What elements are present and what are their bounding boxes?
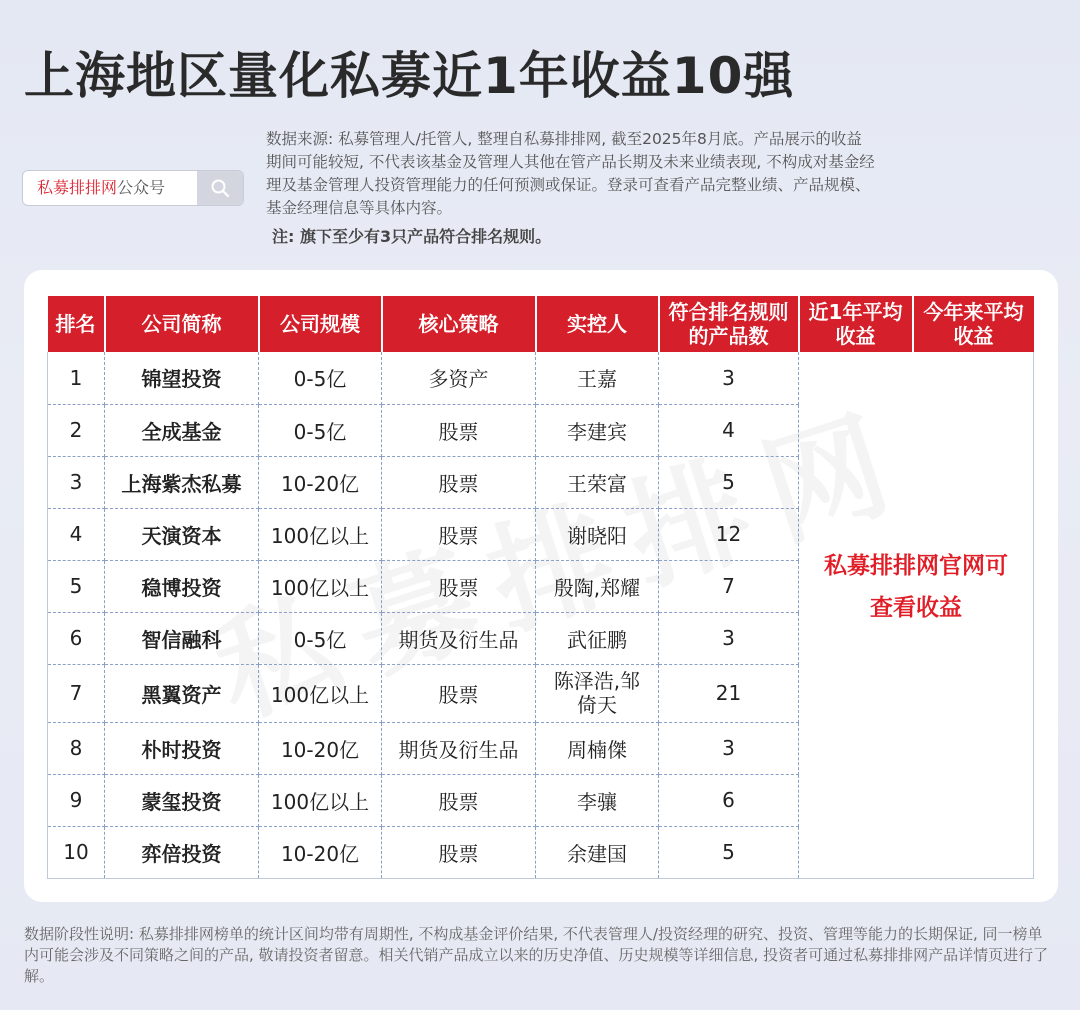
cell-rank: 8 <box>48 722 105 774</box>
cell-company: 朴时投资 <box>105 722 259 774</box>
cell-rank: 5 <box>48 560 105 612</box>
cell-strategy: 股票 <box>382 404 536 456</box>
cell-company: 上海紫杰私募 <box>105 456 259 508</box>
cell-company: 全成基金 <box>105 404 259 456</box>
header-1y-return: 近1年平均收益 <box>799 296 913 352</box>
search-button[interactable] <box>197 171 243 205</box>
cell-controller: 李建宾 <box>536 404 659 456</box>
footer-disclaimer: 数据阶段性说明: 私募排排网榜单的统计区间均带有周期性, 不构成基金评价结果, 不代表管理人/投资经理的研究、投资、管理等能力的长期保证, 同一榜单内可能会涉及不同策略之间的产品, 敬请投资者留意。相关代销产品成立以来的历史净值、历史规模等详细信息, 投资者可通过私募排排网产品详情页进行了解。 <box>24 925 1049 985</box>
cell-strategy: 股票 <box>382 826 536 878</box>
header-scale: 公司规模 <box>259 296 382 352</box>
cell-strategy: 股票 <box>382 664 536 722</box>
cell-product-count: 7 <box>659 560 799 612</box>
cell-product-count: 3 <box>659 352 799 404</box>
header-company: 公司简称 <box>105 296 259 352</box>
cell-rank: 2 <box>48 404 105 456</box>
header-strategy: 核心策略 <box>382 296 536 352</box>
cell-rank: 1 <box>48 352 105 404</box>
cell-scale: 0-5亿 <box>259 352 382 404</box>
cell-product-count: 3 <box>659 612 799 664</box>
source-note: 数据来源: 私募管理人/托管人, 整理自私募排排网, 截至2025年8月底。产品展示的收益期间可能较短, 不代表该基金及管理人其他在管产品长期及未来业绩表现, 不构成对基金经理及基金管理人投资管理能力的任何预测或保证。登录可查看产品完整业绩、产品规模、基金经理信息等具体内容。 <box>266 130 875 217</box>
cell-company: 智信融科 <box>105 612 259 664</box>
cell-scale: 10-20亿 <box>259 722 382 774</box>
cell-controller: 武征鹏 <box>536 612 659 664</box>
cell-scale: 10-20亿 <box>259 826 382 878</box>
cell-product-count: 4 <box>659 404 799 456</box>
cell-controller: 余建国 <box>536 826 659 878</box>
cell-rank: 10 <box>48 826 105 878</box>
search-suffix: 公众号 <box>117 178 166 197</box>
header-controller: 实控人 <box>536 296 659 352</box>
cell-scale: 10-20亿 <box>259 456 382 508</box>
search-box[interactable] <box>22 170 244 206</box>
ranking-table <box>47 296 1034 879</box>
returns-merged-note: 私募排排网官网可查看收益 <box>799 352 1034 878</box>
table-header-row <box>48 296 1034 352</box>
cell-scale: 100亿以上 <box>259 774 382 826</box>
page-title: 上海地区量化私募近1年收益10强 <box>24 47 795 105</box>
cell-controller: 王荣富 <box>536 456 659 508</box>
cell-strategy: 股票 <box>382 456 536 508</box>
rule-note: 注: 旗下至少有3只产品符合排名规则。 <box>272 227 552 246</box>
cell-company: 天演资本 <box>105 508 259 560</box>
search-brand: 私募排排网 <box>37 178 118 197</box>
cell-strategy: 期货及衍生品 <box>382 612 536 664</box>
cell-product-count: 6 <box>659 774 799 826</box>
cell-rank: 6 <box>48 612 105 664</box>
cell-product-count: 5 <box>659 456 799 508</box>
cell-controller: 陈泽浩,邹倚天 <box>536 664 659 722</box>
cell-rank: 4 <box>48 508 105 560</box>
cell-company: 稳博投资 <box>105 560 259 612</box>
cell-scale: 0-5亿 <box>259 612 382 664</box>
cell-rank: 9 <box>48 774 105 826</box>
table-row <box>48 352 1034 404</box>
cell-rank: 3 <box>48 456 105 508</box>
cell-company: 锦望投资 <box>105 352 259 404</box>
cell-strategy: 期货及衍生品 <box>382 722 536 774</box>
cell-product-count: 5 <box>659 826 799 878</box>
cell-controller: 王嘉 <box>536 352 659 404</box>
cell-controller: 周楠傑 <box>536 722 659 774</box>
cell-strategy: 多资产 <box>382 352 536 404</box>
cell-strategy: 股票 <box>382 774 536 826</box>
cell-controller: 李骧 <box>536 774 659 826</box>
cell-strategy: 股票 <box>382 508 536 560</box>
search-label <box>37 171 165 205</box>
cell-scale: 100亿以上 <box>259 664 382 722</box>
search-icon <box>210 178 230 198</box>
header-rank: 排名 <box>48 296 105 352</box>
cell-scale: 100亿以上 <box>259 560 382 612</box>
cell-controller: 殷陶,郑耀 <box>536 560 659 612</box>
cell-scale: 100亿以上 <box>259 508 382 560</box>
cell-strategy: 股票 <box>382 560 536 612</box>
cell-company: 黑翼资产 <box>105 664 259 722</box>
cell-controller: 谢晓阳 <box>536 508 659 560</box>
cell-company: 蒙玺投资 <box>105 774 259 826</box>
cell-product-count: 21 <box>659 664 799 722</box>
cell-product-count: 12 <box>659 508 799 560</box>
cell-product-count: 3 <box>659 722 799 774</box>
header-product-count: 符合排名规则的产品数 <box>659 296 799 352</box>
cell-rank: 7 <box>48 664 105 722</box>
header-ytd-return: 今年来平均收益 <box>913 296 1034 352</box>
cell-company: 弈倍投资 <box>105 826 259 878</box>
cell-scale: 0-5亿 <box>259 404 382 456</box>
